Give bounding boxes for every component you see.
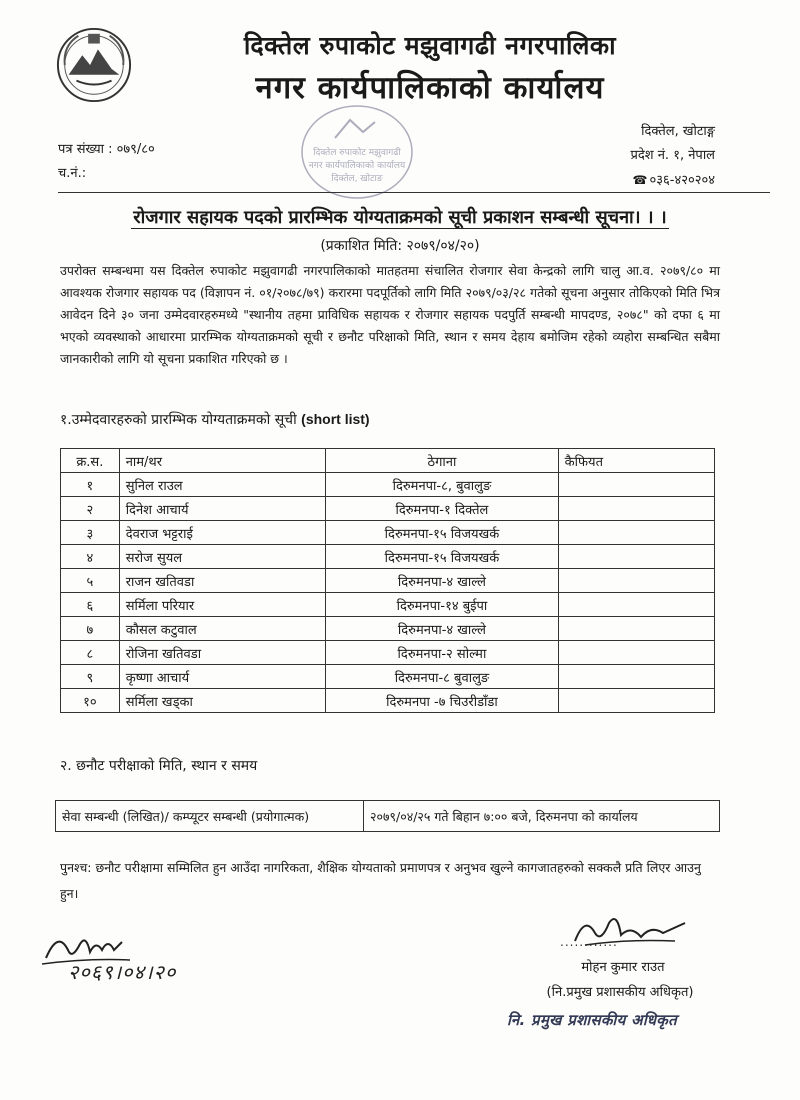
- row-sn: ७: [61, 617, 120, 641]
- section1-heading: [60, 410, 370, 429]
- row-address: दिरुमनपा-१५ विजयखर्क: [326, 521, 558, 545]
- row-sn: १०: [61, 689, 120, 713]
- table-row: [61, 545, 715, 569]
- signature-dots: ............: [560, 935, 618, 949]
- address-block: [630, 120, 715, 193]
- row-sn: ८: [61, 641, 120, 665]
- row-name: सर्मिला परियार: [119, 593, 326, 617]
- left-signature-date: २०६९।०४।२०: [68, 960, 177, 984]
- row-remark: [558, 569, 714, 593]
- exam-type: सेवा सम्बन्धी (लिखित)/ कम्प्यूटर सम्बन्धी (प्रयोगात्मक): [56, 801, 364, 832]
- table-row: [61, 473, 715, 497]
- row-address: दिरुमनपा-८, बुवालुङ: [326, 473, 558, 497]
- row-sn: २: [61, 497, 120, 521]
- exam-row: [56, 801, 720, 832]
- notice-title: [0, 205, 800, 229]
- row-remark: [558, 521, 714, 545]
- row-remark: [558, 665, 714, 689]
- col-header-name: नाम/थर: [119, 449, 326, 473]
- notice-title-text: रोजगार सहायक पदको प्रारम्भिक योग्यताक्रमको सूची प्रकाशन सम्बन्धी सूचना। । ।: [133, 207, 667, 228]
- row-remark: [558, 497, 714, 521]
- officer-name: मोहन कुमार राउत: [581, 960, 665, 975]
- row-sn: ४: [61, 545, 120, 569]
- row-name: सुनिल राउल: [119, 473, 326, 497]
- row-address: दिरुमनपा-४ खाल्ले: [326, 617, 558, 641]
- office-name: नगर कार्यपालिकाको कार्यालय: [255, 70, 605, 106]
- ref-number: पत्र संख्या : ०७९/८०: [58, 142, 155, 157]
- row-name: सर्मिला खड्का: [119, 689, 326, 713]
- row-name: देवराज भट्टराई: [119, 521, 326, 545]
- row-sn: ६: [61, 593, 120, 617]
- phone-line: [630, 168, 715, 193]
- row-sn: ९: [61, 665, 120, 689]
- row-name: दिनेश आचार्य: [119, 497, 326, 521]
- row-address: दिरुमनपा-४ खाल्ले: [326, 569, 558, 593]
- header-divider: [58, 192, 770, 193]
- row-address: दिरुमनपा-८ बुवालुङ: [326, 665, 558, 689]
- table-row: [61, 569, 715, 593]
- col-header-address: ठेगाना: [326, 449, 558, 473]
- published-date: (प्रकाशित मिति: २०७९/०४/२०): [320, 238, 480, 254]
- notice-body: उपरोक्त सम्बन्धमा यस दिक्तेल रुपाकोट मझुवागढी नगरपालिकाको मातहतमा संचालित रोजगार सेवा केन्द्रको लागि चालु आ.व. २०७९/८० मा आवश्यक रोजगार सहायक पद (विज्ञापन नं. ०१/२०७८/७९) करारमा पदपूर्तिको लागि मिति २०७९/०३/२८ गतेको सूचना अनुसार तोकिएको मिति भित्र आवेदन दिने ३० जना उम्मेदवारहरुमध्ये "स्थानीय तहमा प्राविधिक सहायक र रोजगार सहायक पदपुर्ति सम्बन्धी मापदण्ड, २०७८" को दफा ६ मा भएको व्यवस्थाको आधारमा प्रारम्भिक योग्यताक्रमको सूची र छनौट परिक्षाको मिति, स्थान र समय देहाय बमोजिम रहेको व्यहोरा सम्बन्धित सबैमा जानकारीको लागि यो सूचना प्रकाशित गरिएको छ ।: [60, 263, 720, 366]
- row-address: दिरुमनपा-२ सोल्मा: [326, 641, 558, 665]
- row-name: सरोज सुयल: [119, 545, 326, 569]
- exam-table: [55, 800, 720, 832]
- section1-heading-en: (short list): [301, 411, 370, 427]
- officer-title: (नि.प्रमुख प्रशासकीय अधिकृत): [546, 985, 694, 1000]
- row-address: दिरुमनपा -७ चिउरीडाँडा: [326, 689, 558, 713]
- org-name: दिक्तेल रुपाकोट मझुवागढी नगरपालिका: [243, 31, 617, 60]
- row-name: कौसल कटुवाल: [119, 617, 326, 641]
- phone-icon: ☎: [632, 173, 648, 187]
- address-line2: प्रदेश नं. १, नेपाल: [630, 148, 715, 163]
- row-address: दिरुमनपा-१४ बुईपा: [326, 593, 558, 617]
- address-line1: दिक्तेल, खोटाङ्ग: [641, 124, 715, 139]
- row-remark: [558, 545, 714, 569]
- exam-detail: २०७९/०४/२५ गते बिहान ७:०० बजे, दिरुमनपा को कार्यालय: [364, 801, 720, 832]
- row-sn: १: [61, 473, 120, 497]
- row-name: कृष्णा आचार्य: [119, 665, 326, 689]
- row-address: दिरुमनपा-१ दिक्तेल: [326, 497, 558, 521]
- table-row: [61, 641, 715, 665]
- row-remark: [558, 593, 714, 617]
- table-row: [61, 521, 715, 545]
- table-row: [61, 617, 715, 641]
- dispatch-number: च.नं.:: [58, 166, 87, 181]
- section1-heading-text: १.उम्मेदवारहरुको प्रारम्भिक योग्यताक्रमको सूची: [60, 412, 297, 428]
- row-sn: ३: [61, 521, 120, 545]
- office-stamp-icon: [295, 100, 420, 205]
- nepal-emblem-icon: [55, 26, 133, 104]
- col-header-sn: क्र.स.: [61, 449, 120, 473]
- shortlist-table: [60, 448, 715, 713]
- row-name: राजन खतिवडा: [119, 569, 326, 593]
- row-remark: [558, 617, 714, 641]
- table-row: [61, 689, 715, 713]
- reference-block: [58, 138, 155, 186]
- table-row: [61, 593, 715, 617]
- phone-number: ०३६-४२०२०४: [649, 173, 715, 188]
- stamp-text-2: नगर कार्यपालिकाको कार्यालय: [308, 161, 406, 171]
- stamp-text-1: दिक्तेल रुपाकोट मझुवागढी: [313, 148, 401, 158]
- officer-stamp: नि. प्रमुख प्रशासकीय अधिकृत: [507, 1011, 677, 1029]
- row-remark: [558, 641, 714, 665]
- row-name: रोजिना खतिवडा: [119, 641, 326, 665]
- row-remark: [558, 689, 714, 713]
- row-remark: [558, 473, 714, 497]
- stamp-text-3: दिक्तेल, खोटाङ: [331, 174, 383, 184]
- table-row: [61, 665, 715, 689]
- table-row: [61, 497, 715, 521]
- row-address: दिरुमनपा-१५ विजयखर्क: [326, 545, 558, 569]
- footnote: पुनश्च: छनौट परीक्षामा सम्मिलित हुन आउँदा नागरिकता, शैक्षिक योग्यताको प्रमाणपत्र र अनुभव खुल्ने कागजातहरुको सक्कलै प्रति लिएर आउनु हुन।: [60, 860, 701, 901]
- section2-heading: २. छनौट परीक्षाको मिति, स्थान र समय: [60, 758, 258, 774]
- row-sn: ५: [61, 569, 120, 593]
- col-header-remark: कैफियत: [558, 449, 714, 473]
- table-header-row: [61, 449, 715, 473]
